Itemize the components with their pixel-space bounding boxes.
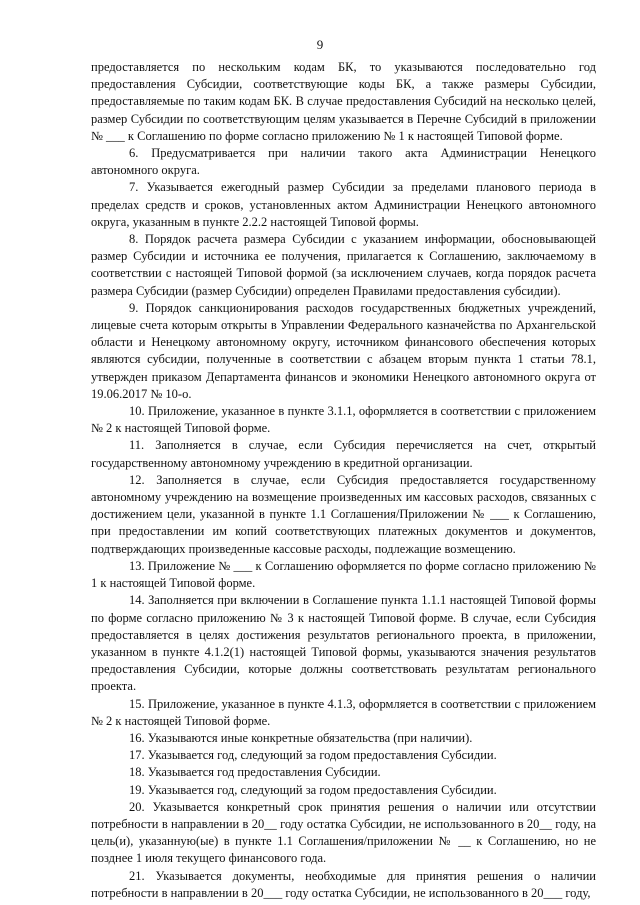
footnote-14: 14. Заполняется при включении в Соглашение пункта 1.1.1 настоящей Типовой формы по форме согласно приложению № 3 к настоящей Типовой форме. В случае, если Субсидия предоставляется в целях достижения результатов регионального проекта, в приложении, указанном в пункте 4.1.2(1) настоящей Типовой формы, указываются значения результатов предоставления Субсидии, которые должны соответствовать результатам регионального проекта.: [91, 593, 596, 694]
footnote-20: 20. Указывается конкретный срок принятия решения о наличии или отсутствии потребности в направлении в 20__ году остатка Субсидии, не использованного в 20__ году, на цель(и), указанную(ые) в пункте 1.1 Соглашения/приложении № __ к Соглашению, но не позднее 1 июля текущего финансового года.: [91, 799, 596, 866]
footnote-21: 21. Указывается документы, необходимые для принятия решения о наличии потребности в направлении в 20___ году остатка Субсидии, не использованного в 20___ году,: [91, 868, 596, 900]
footnote-6: 6. Предусматривается при наличии такого акта Администрации Ненецкого автономного округа.: [91, 146, 596, 178]
footnote-7: 7. Указывается ежегодный размер Субсидии за пределами планового периода в пределах средств и сроков, установленных актом Администрации Ненецкого автономного округа, указанным в пункте 2.2.2 настоящей Типовой формы.: [91, 180, 596, 229]
footnote-8: 8. Порядок расчета размера Субсидии с указанием информации, обосновывающей размер Субсидии и источника ее получения, прилагается к Соглашению, заключаемому в соответствии с настоящей Типовой формой (за исключением случаев, когда порядок расчета размера Субсидии (размер Субсидии) определен Правилами предоставления субсидии).: [91, 232, 596, 298]
footnote-15: 15. Приложение, указанное в пункте 4.1.3, оформляется в соответствии с приложением № 2 к настоящей Типовой форме.: [91, 696, 596, 728]
footnote-18: 18. Указывается год предоставления Субсидии.: [129, 765, 381, 780]
footnote-13: 13. Приложение № ___ к Соглашению оформляется по форме согласно приложению № 1 к настоящей Типовой форме.: [91, 558, 596, 591]
footnote-10: 10. Приложение, указанное в пункте 3.1.1, оформляется в соответствии с приложением № 2 к настоящей Типовой форме.: [91, 404, 596, 436]
document-body: [91, 59, 596, 902]
footnote-11: 11. Заполняется в случае, если Субсидия перечисляется на счет, открытый государственному автономному учреждению в кредитной организации.: [91, 438, 596, 470]
footnote-16: 16. Указываются иные конкретные обязательства (при наличии).: [129, 730, 473, 745]
page-number: 9: [316, 37, 324, 52]
paragraph-continuation: предоставляется по нескольким кодам БК, то указываются последовательно год предоставления Субсидии, соответствующие коды БК, а также размеры Субсидии, предоставляемые по таким кодам БК. В случае предоставления Субсидий на несколько целей, размер Субсидии по соответствующим целям указывается в Перечне Субсидий в приложении № ___ к Соглашению по форме согласно приложению № 1 к настоящей Типовой форме.: [91, 60, 596, 143]
footnote-19: 19. Указывается год, следующий за годом предоставления Субсидии.: [129, 782, 497, 797]
footnote-9: 9. Порядок санкционирования расходов государственных бюджетных учреждений, лицевые счета которым открыты в Управлении Федерального казначейства по Архангельской области и Ненецкому автономному округу, источником финансового обеспечения которых являются субсидии, полученные в соответствии с абзацем вторым пункта 1 статьи 78.1, утвержден приказом Департамента финансов и экономики Ненецкого автономного округа от 19.06.2017 № 10-о.: [91, 300, 596, 401]
footnote-17: 17. Указывается год, следующий за годом предоставления Субсидии.: [129, 748, 497, 763]
footnote-12: 12. Заполняется в случае, если Субсидия предоставляется государственному автономному учреждению на возмещение произведенных им кассовых расходов, связанных с достижением цели, указанной в пункте 1.1 Соглашения/Приложении № ___ к Соглашению, при предоставлении им копий соответствующих платежных документов и документов, подтверждающих произведенные кассовые расходы, подлежащие возмещению.: [91, 472, 596, 556]
